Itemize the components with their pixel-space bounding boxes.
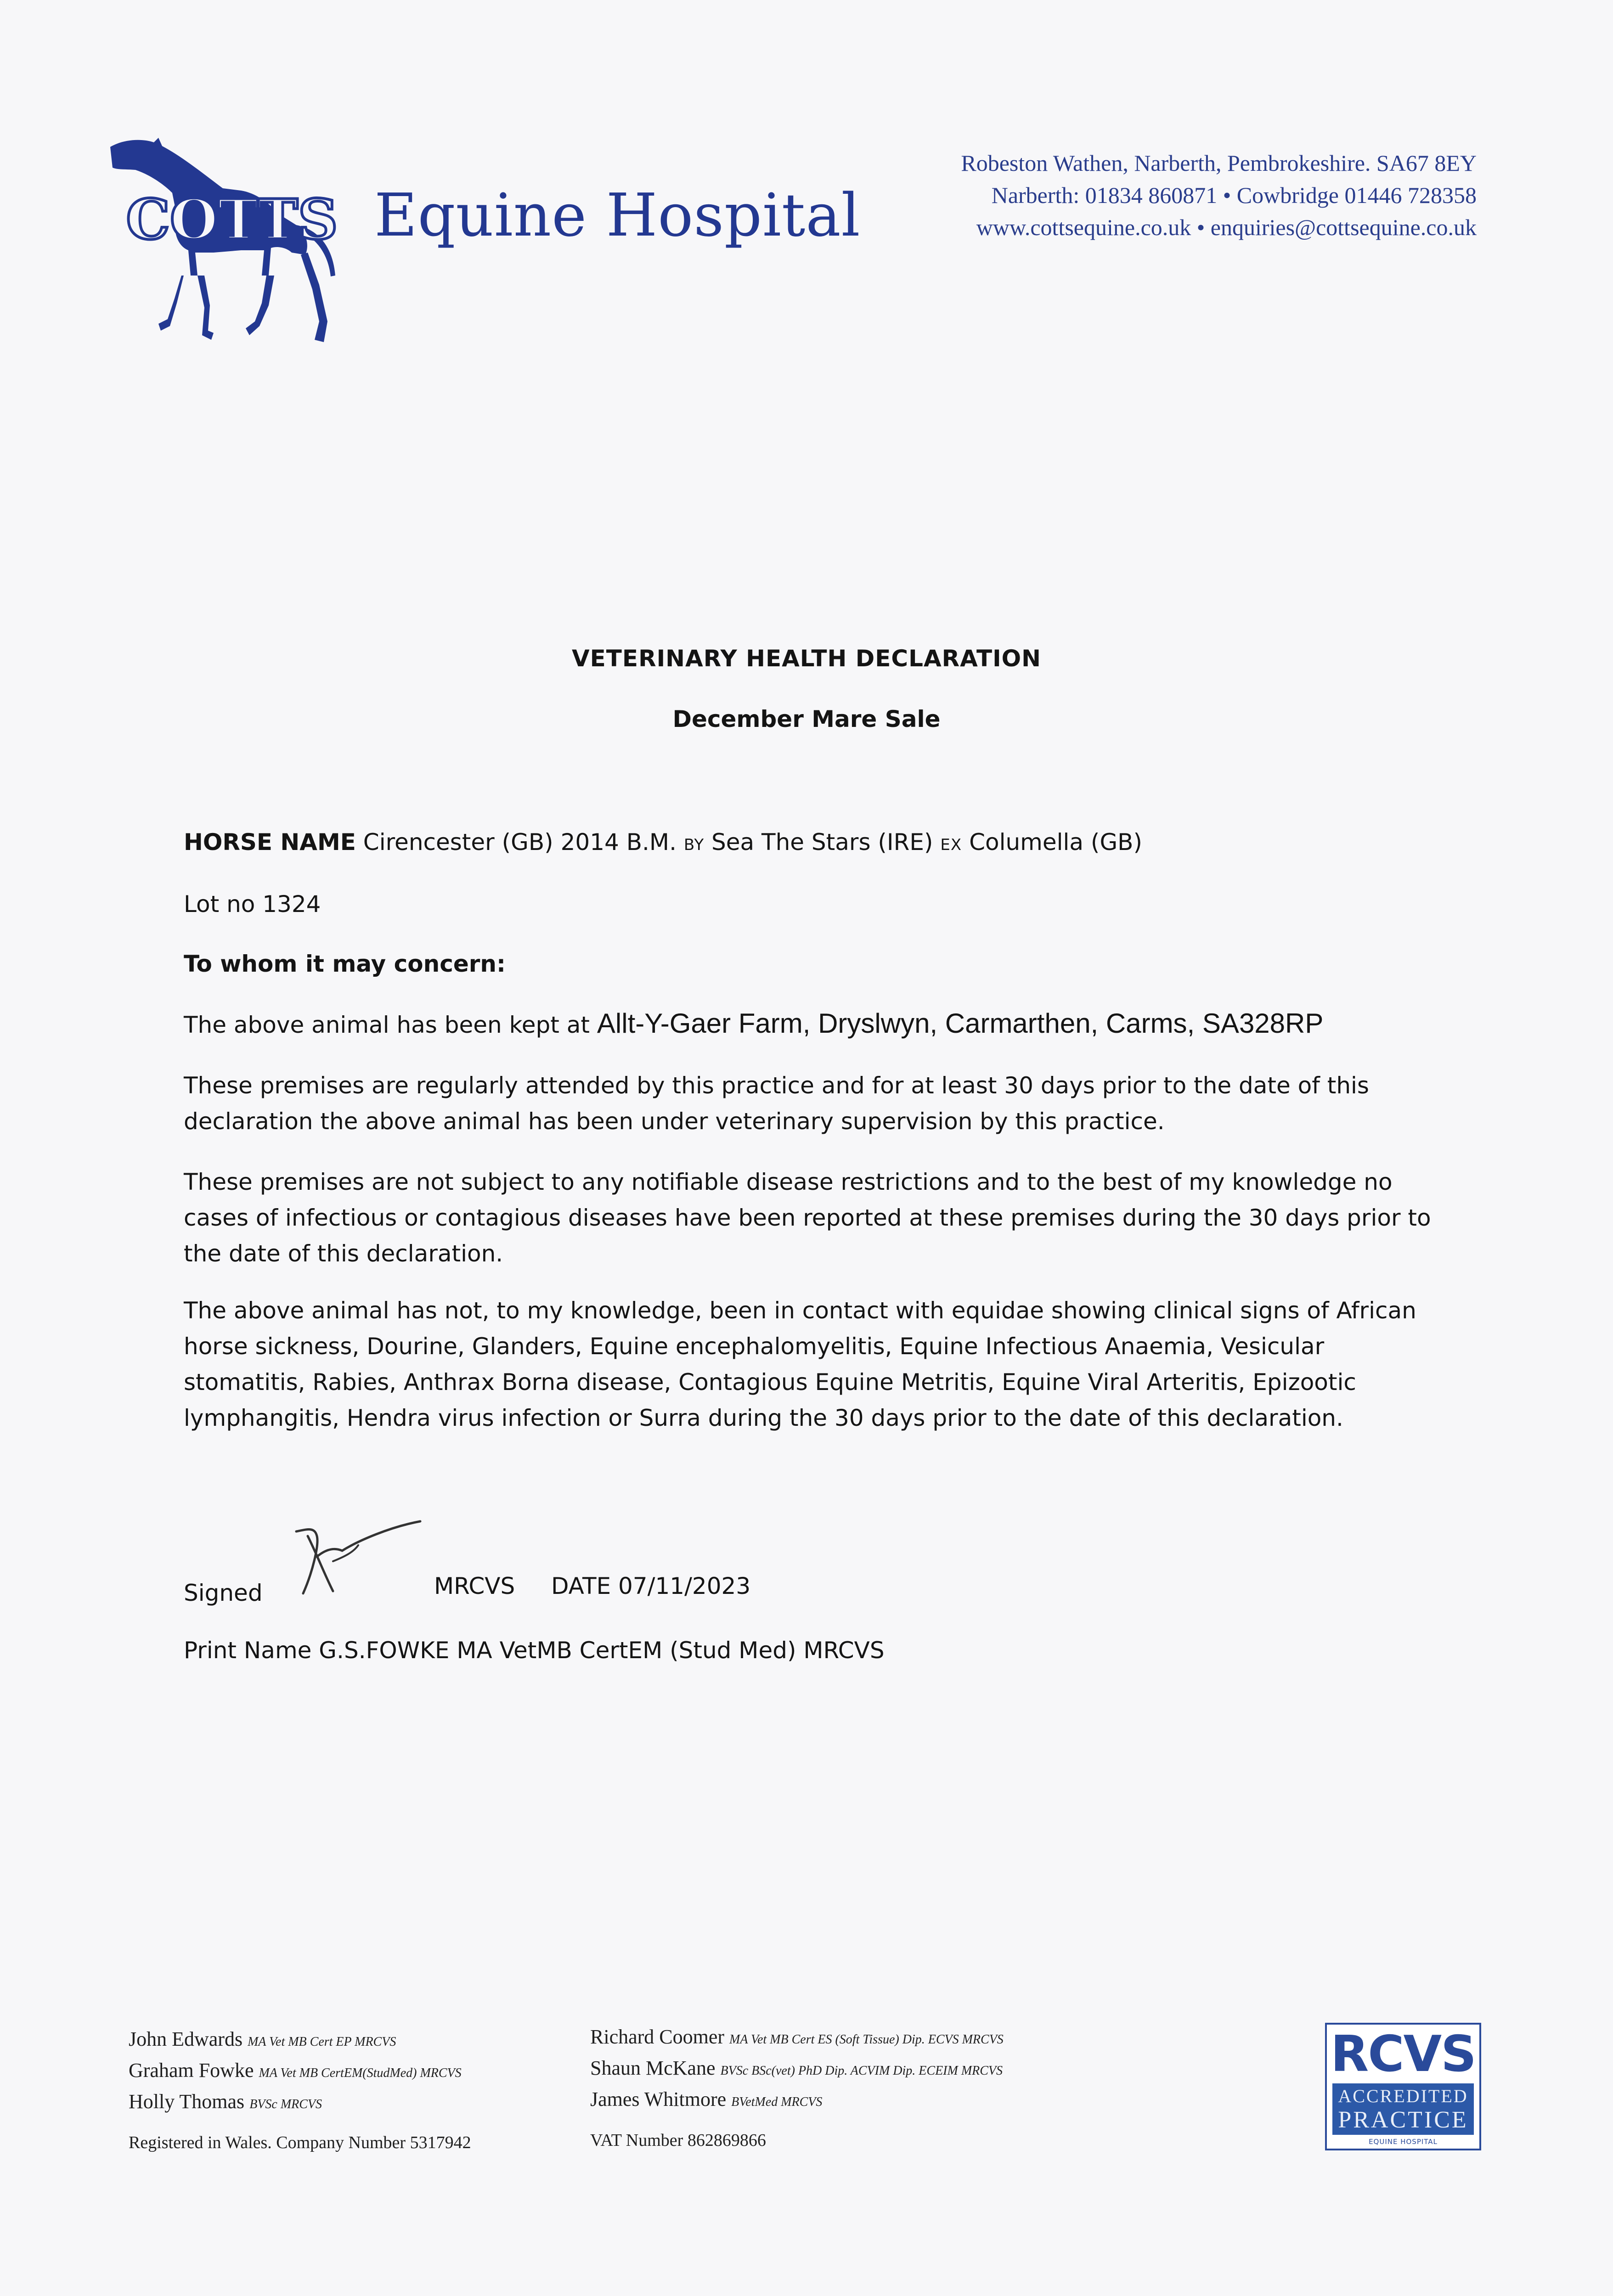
horse-details: 2014 B.M.: [553, 829, 684, 855]
staff-entry: [129, 2088, 462, 2119]
staff-entry: [590, 2023, 1004, 2054]
rcvs-band: [1332, 2083, 1474, 2135]
disease-contact-paragraph: The above animal has not, to my knowledge, been in contact with equidae showing clinical signs of African horse sickness, Dourine, Glanders, Equine encephalomyelitis, Equine Infectious Anaemia, Vesicular stomatitis, Rabies, Anthrax Borna disease, Contagious Equine Metritis, Equine Viral Arteritis, Epizootic lymphangitis, Hendra virus infection or Surra during the 30 days prior to the date of this declaration.: [184, 1297, 1416, 1431]
footer-staff-left: [129, 2025, 462, 2119]
ex-label: EX: [940, 836, 962, 854]
staff-quals: MA Vet MB Cert ES (Soft Tissue) Dip. ECVS MRCVS: [729, 2032, 1004, 2047]
staff-name: Holly Thomas: [129, 2090, 245, 2113]
company-registration: Registered in Wales. Company Number 5317942: [129, 2133, 471, 2152]
kept-prefix: The above animal has been kept at: [184, 1012, 597, 1038]
by-label: BY: [683, 836, 705, 854]
staff-quals: MA Vet MB CertEM(StudMed) MRCVS: [259, 2066, 462, 2080]
supervision-paragraph: These premises are regularly attended by this practice and for at least 30 days prior to the date of this declaration the above animal has been under veterinary supervision by this practice.: [184, 1072, 1369, 1135]
staff-quals: MA Vet MB Cert EP MRCVS: [248, 2035, 396, 2049]
badge-practice: PRACTICE: [1338, 2107, 1468, 2133]
vat-number: VAT Number 862869866: [590, 2131, 766, 2150]
mrcvs-label: MRCVS: [434, 1573, 515, 1599]
document-title: VETERINARY HEALTH DECLARATION: [571, 645, 1042, 672]
horse-sire: Sea The Stars (IRE): [704, 829, 941, 855]
staff-name: Graham Fowke: [129, 2059, 254, 2082]
badge-subtitle: EQUINE HOSPITAL: [1369, 2138, 1438, 2146]
badge-accredited: ACCREDITED: [1338, 2086, 1468, 2106]
letterhead-contact: [902, 147, 1477, 243]
salutation: To whom it may concern:: [184, 951, 506, 977]
staff-quals: BVSc BSc(vet) PhD Dip. ACVIM Dip. ECEIM MRCVS: [720, 2064, 1003, 2078]
footer-staff-right: [590, 2023, 1004, 2116]
hospital-web-email: www.cottsequine.co.uk • enquiries@cottsequine.co.uk: [976, 214, 1477, 240]
rcvs-accredited-badge: [1325, 2023, 1481, 2150]
staff-name: Shaun McKane: [590, 2057, 716, 2079]
document-subtitle: December Mare Sale: [672, 706, 941, 732]
staff-quals: BVSc MRCVS: [249, 2097, 322, 2111]
hospital-address: Robeston Wathen, Narberth, Pembrokeshire. SA67 8EY: [961, 150, 1477, 176]
staff-name: James Whitmore: [590, 2088, 727, 2110]
hospital-phones: Narberth: 01834 860871 • Cowbridge 01446 728358: [991, 182, 1477, 208]
rcvs-logo: RCVS: [1331, 2026, 1476, 2083]
staff-entry: [590, 2085, 1004, 2116]
horse-name-line: [184, 824, 1433, 863]
signature-date: DATE 07/11/2023: [551, 1573, 751, 1599]
staff-name: Richard Coomer: [590, 2026, 725, 2048]
staff-quals: BVetMed MRCVS: [731, 2095, 823, 2109]
staff-entry: [129, 2025, 462, 2056]
horse-name-label: HORSE NAME: [184, 829, 356, 855]
handwritten-signature: [289, 1518, 427, 1600]
lot-number: Lot no 1324: [184, 891, 321, 917]
staff-entry: [129, 2056, 462, 2088]
hospital-name: Equine Hospital: [374, 181, 861, 250]
kept-address: Allt-Y-Gaer Farm, Dryslwyn, Carmarthen, Carms, SA328RP: [597, 1008, 1324, 1039]
print-name: Print Name G.S.FOWKE MA VetMB CertEM (Stud Med) MRCVS: [184, 1637, 885, 1664]
kept-at-line: [184, 1006, 1433, 1043]
premises-paragraph: These premises are not subject to any notifiable disease restrictions and to the best of my knowledge no cases of infectious or contagious diseases have been reported at these premises during the 30 days prior to the date of this declaration.: [184, 1169, 1431, 1267]
staff-entry: [590, 2054, 1004, 2085]
horse-name: Cirencester (GB): [363, 829, 553, 855]
cotts-horse-logo: [103, 138, 361, 349]
staff-name: John Edwards: [129, 2028, 243, 2050]
signed-label: Signed: [184, 1580, 263, 1606]
logo-text: COTTS: [126, 187, 338, 252]
horse-dam: Columella (GB): [962, 829, 1142, 855]
